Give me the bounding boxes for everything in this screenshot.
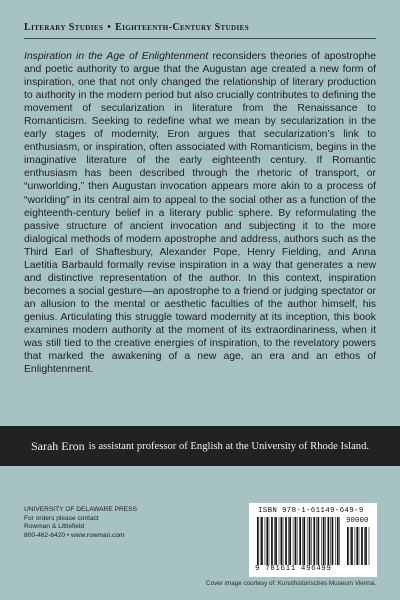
barcode-bar: [316, 517, 317, 565]
barcode-bar: [265, 517, 266, 565]
barcode-bar: [321, 517, 322, 565]
barcode-bar: [339, 517, 340, 565]
author-bio-bar: [0, 426, 400, 466]
price-code: 90000: [346, 517, 369, 525]
barcode-digits: 9 781611 496499: [255, 565, 332, 573]
isbn-barcode-bars: [257, 517, 341, 565]
barcode-bar: [275, 517, 277, 565]
barcode-bar: [303, 517, 305, 565]
barcode-bar: [266, 517, 268, 565]
description-text: reconsiders theories of apostrophe and poetic authority to argue that the Augustan age created a new form of inspiration, one that not only changed the relationship of literary production to authority in the modern period but also crucially contributes to defining the movement of secularization in literature from the Renaissance to Romanticism. Seeking to redefine what we mean by secularization in the early stages of modernity, Eron argues that secularization’s link to enthusiasm, or inspiration, often associated with Romanticism, begins in the imaginative literature of the early eighteenth century. If Romantic enthusiasm has been described through the rhetoric of transport, or “unworlding,” then Augustan invocation appears more akin to a process of “worlding” in its central aim to appeal to the social other as a function of the eighteenth-century belief in a literary public sphere. By reformulating the passive structure of ancient invocation and subjecting it to the more dialogical methods of modern apostrophe and address, authors such as the Third Earl of Shaftesbury, Alexander Pope, Henry Fielding, and Anna Laetitia Barbauld formally revise inspiration in a way that generates a new and distinctive representation of the author. In this context, inspiration becomes a social gesture—an apostrophe to a friend or judging spectator or an allusion to the mental or aesthetic faculties of the author himself, his genius. Articulating this struggle toward modernity at its inception, this book examines modern authority at the moment of its extraordinariness, when it was still tied to the creative energies of inspiration, to the revelatory powers that marked the awakening of a new age, an era and an ethos of Enlightenment.: [24, 51, 376, 376]
barcode-bar: [335, 517, 336, 565]
orders-contact-line: For orders please contact: [24, 514, 99, 522]
book-description: [24, 50, 376, 376]
barcode-bar: [297, 517, 298, 565]
barcode-bar: [347, 527, 349, 565]
barcode-bar: [260, 517, 261, 565]
barcode-bar: [323, 517, 325, 565]
barcode-bar: [337, 517, 339, 565]
barcode-bar: [364, 527, 365, 565]
barcode-bar: [307, 517, 308, 565]
barcode-bar: [332, 517, 334, 565]
barcode-bar: [350, 527, 351, 565]
barcode-bar: [325, 517, 326, 565]
barcode-bar: [365, 527, 367, 565]
barcode-bar: [285, 517, 287, 565]
price-barcode-bars: [347, 527, 371, 565]
author-bio: is assistant professor of English at the University of Rhode Island.: [88, 440, 370, 452]
barcode-bar: [295, 517, 297, 565]
category-eighteenth-century-studies: Eighteenth-Century Studies: [115, 22, 249, 33]
barcode-bar: [289, 517, 291, 565]
barcode-bar: [302, 517, 303, 565]
barcode-bar: [369, 527, 370, 565]
barcode-bar: [271, 517, 273, 565]
barcode-bar: [359, 527, 360, 565]
barcode-bar: [283, 517, 284, 565]
barcode-bar: [288, 517, 289, 565]
category-line: [24, 22, 249, 33]
phone-and-website: 800-462-6420 • www.rowman.com: [24, 531, 125, 539]
header-rule: [24, 38, 376, 39]
barcode-bar: [261, 517, 263, 565]
barcode-bar: [356, 527, 358, 565]
barcode-bar: [313, 517, 315, 565]
book-title: Inspiration in the Age of Enlightenment: [24, 51, 209, 62]
barcode-bar: [328, 517, 330, 565]
category-literary-studies: Literary Studies: [24, 22, 104, 33]
publisher-name: UNIVERSITY OF DELAWARE PRESS: [24, 506, 137, 513]
publisher-info: [24, 506, 137, 540]
barcode-bar: [311, 517, 312, 565]
barcode-bar: [257, 517, 259, 565]
cover-image-credit: Cover image courtesy of: Kunsthistorisches Museum Vienna.: [206, 580, 376, 587]
barcode-bar: [274, 517, 275, 565]
barcode-bar: [269, 517, 270, 565]
category-separator: •: [107, 22, 112, 33]
author-name: Sarah Eron: [30, 438, 85, 453]
barcode-bar: [318, 517, 320, 565]
distributor-name: Rowman & Littlefield: [24, 523, 85, 531]
isbn-barcode: [249, 503, 377, 577]
barcode-bar: [299, 517, 301, 565]
barcode-bar: [361, 527, 363, 565]
barcode-bar: [351, 527, 353, 565]
barcode-bar: [330, 517, 331, 565]
barcode-bar: [355, 527, 356, 565]
barcode-bar: [293, 517, 294, 565]
barcode-bar: [281, 517, 283, 565]
barcode-bar: [279, 517, 280, 565]
barcode-bar: [309, 517, 311, 565]
isbn-label: ISBN 978-1-61149-649-9: [258, 507, 364, 515]
